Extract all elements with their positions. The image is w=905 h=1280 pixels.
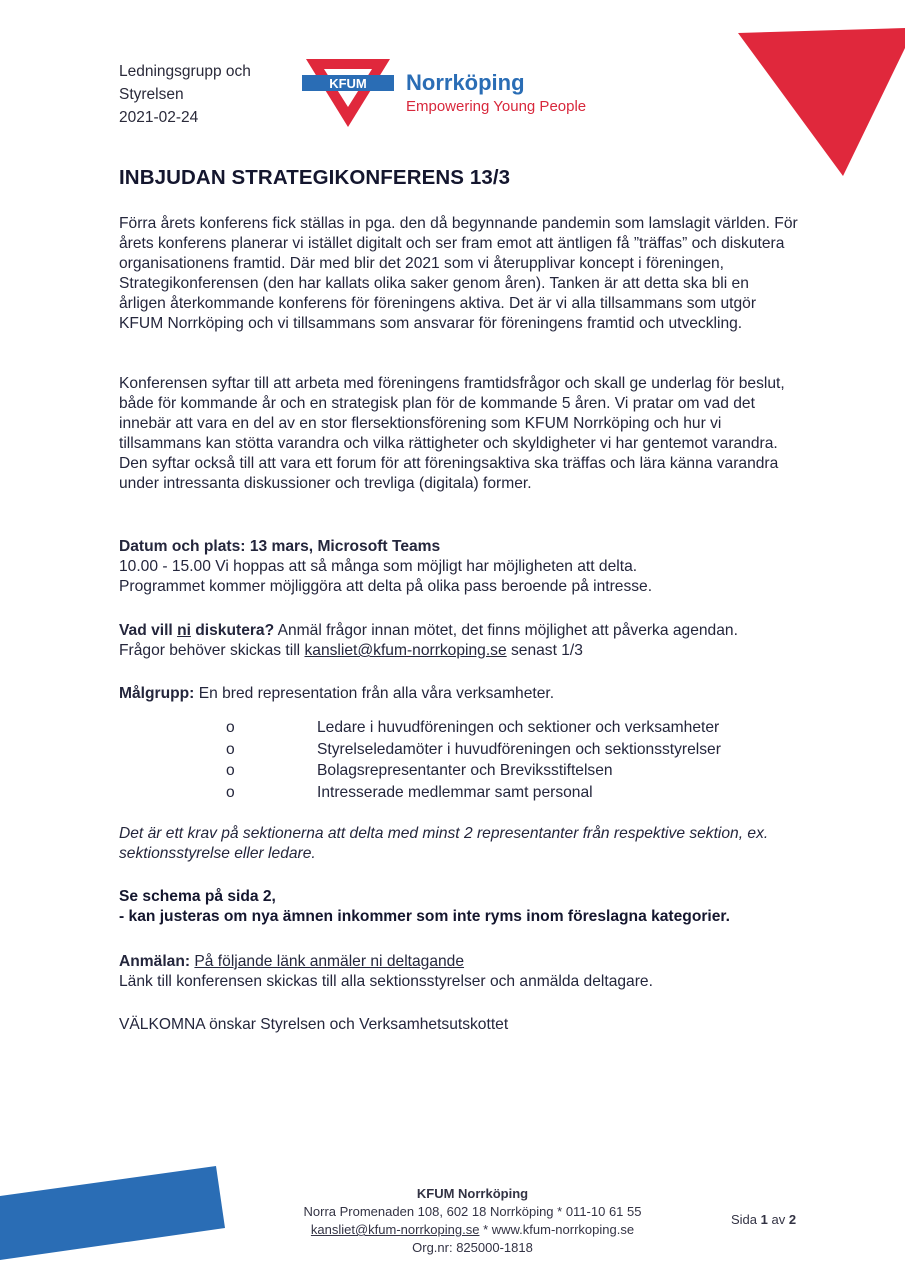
page-of: av — [767, 1212, 789, 1227]
welcome-text: VÄLKOMNA önskar Styrelsen och Verksamhetsutskottet — [119, 1016, 509, 1033]
list-item-text: Bolagsrepresentanter och Breviksstiftelsen — [317, 762, 613, 779]
schedule-line-2: - kan justeras om nya ämnen inkommer som inte ryms inom föreslagna kategorier. — [119, 908, 730, 925]
bullet-icon: o — [226, 783, 235, 801]
page-title: INBJUDAN STRATEGIKONFERENS 13/3 — [119, 166, 511, 189]
signup-link[interactable]: På följande länk anmäler ni deltagande — [194, 953, 465, 970]
list-item — [119, 760, 799, 782]
decorative-blue-band — [0, 1166, 225, 1260]
page-label: Sida — [731, 1212, 761, 1227]
signup-label: Anmälan: — [119, 953, 191, 970]
purpose-paragraph: Konferensen syftar till att arbeta med föreningens framtidsfrågor och skall ge underlag för beslut, både för kommande år och en strategisk plan för de kommande 5 åren. Vi pratar om vad det innebär att vara en del av en stor flersektionsförening som KFUM Norrköping och hur vi tillsammans kan stötta varandra och vilka rättigheter och skyldigheter vi har gentemot varandra. Den syftar också till att vara ett forum för att föreningsaktiva ska träffas och lära känna varandra under intressanta diskussioner och trevliga (digitala) former. — [119, 375, 785, 492]
date-line-2: Programmet kommer möjliggöra att delta på olika pass beroende på intresse. — [119, 578, 653, 595]
discuss-heading-pre: Vad vill — [119, 622, 178, 639]
target-heading: Målgrupp: — [119, 685, 195, 702]
discuss-line2-pre: Frågor behöver skickas till — [119, 642, 305, 659]
target-section — [119, 684, 799, 704]
sender-block — [119, 60, 251, 129]
footer-web: * www.kfum-norrkoping.se — [479, 1222, 635, 1237]
kfum-logo-icon — [302, 55, 394, 131]
document-date: 2021-02-24 — [119, 109, 199, 126]
page-number — [731, 1212, 796, 1227]
decorative-red-triangle — [738, 28, 905, 178]
bullet-icon: o — [226, 740, 235, 758]
footer-orgnr: Org.nr: 825000-1818 — [412, 1240, 533, 1255]
sender-line-1: Ledningsgrupp och — [119, 63, 251, 80]
intro-paragraph: Förra årets konferens fick ställas in pga. den då begynnande pandemin som lamslagit världen. För årets konferens planerar vi istället digitalt och ser fram emot att äntligen få ”träffas” och diskutera organisationens framtid. Där med blir det 2021 som vi återupplivar koncept i föreningen, Strategikonferensen (den har kallats olika saker genom åren). Tanken är att detta ska bli en årligen återkommande konferens för föreningens aktiva. Det är vi alla tillsammans som utgör KFUM Norrköping och vi tillsammans som ansvarar för föreningens framtid och utveckling. — [119, 215, 798, 332]
list-item-text: Styrelseledamöter i huvudföreningen och sektionsstyrelser — [317, 740, 721, 758]
discuss-heading-ni: ni — [177, 622, 191, 639]
bullet-icon: o — [226, 719, 235, 736]
logo-city: Norrköping — [406, 70, 525, 95]
date-heading: Datum och plats: 13 mars, Microsoft Teams — [119, 538, 441, 555]
page-current: 1 — [760, 1212, 768, 1227]
signup-line-2: Länk till konferensen skickas till alla sektionsstyrelser och anmälda deltagare. — [119, 973, 653, 990]
schedule-section — [119, 887, 799, 927]
footer-org: KFUM Norrköping — [416, 1186, 529, 1201]
footer-address: Norra Promenaden 108, 602 18 Norrköping * 011-10 61 55 — [303, 1204, 642, 1219]
discuss-heading-post: diskutera? — [190, 622, 275, 639]
date-section — [119, 537, 799, 597]
schedule-line-1: Se schema på sida 2, — [119, 888, 276, 905]
bullet-icon: o — [226, 762, 235, 779]
footer — [200, 1185, 745, 1257]
list-item-text: Intresserade medlemmar samt personal — [317, 783, 593, 801]
discuss-section — [119, 621, 799, 661]
target-list — [119, 717, 799, 803]
signup-section — [119, 952, 799, 992]
list-item — [119, 717, 799, 739]
date-line-1: 10.00 - 15.00 Vi hoppas att så många som möjligt har möjligheten att delta. — [119, 558, 638, 575]
discuss-text: Anmäl frågor innan mötet, det finns möjlighet att påverka agendan. — [274, 622, 738, 639]
requirement-note: Det är ett krav på sektionerna att delta med minst 2 representanter från respektive sektion, ex. sektionsstyrelse eller ledare. — [119, 825, 769, 862]
discuss-line2-post: senast 1/3 — [506, 642, 583, 659]
sender-line-2: Styrelsen — [119, 86, 184, 103]
email-link[interactable]: kansliet@kfum-norrkoping.se — [304, 642, 507, 659]
target-text: En bred representation från alla våra verksamheter. — [194, 685, 555, 702]
logo-tagline: Empowering Young People — [406, 98, 587, 115]
list-item — [119, 739, 799, 761]
list-item-text: Ledare i huvudföreningen och sektioner och verksamheter — [317, 719, 720, 736]
list-item — [119, 782, 799, 804]
page-total: 2 — [788, 1212, 797, 1227]
logo-badge-text: KFUM — [329, 76, 367, 91]
footer-email-link[interactable]: kansliet@kfum-norrkoping.se — [310, 1222, 480, 1237]
